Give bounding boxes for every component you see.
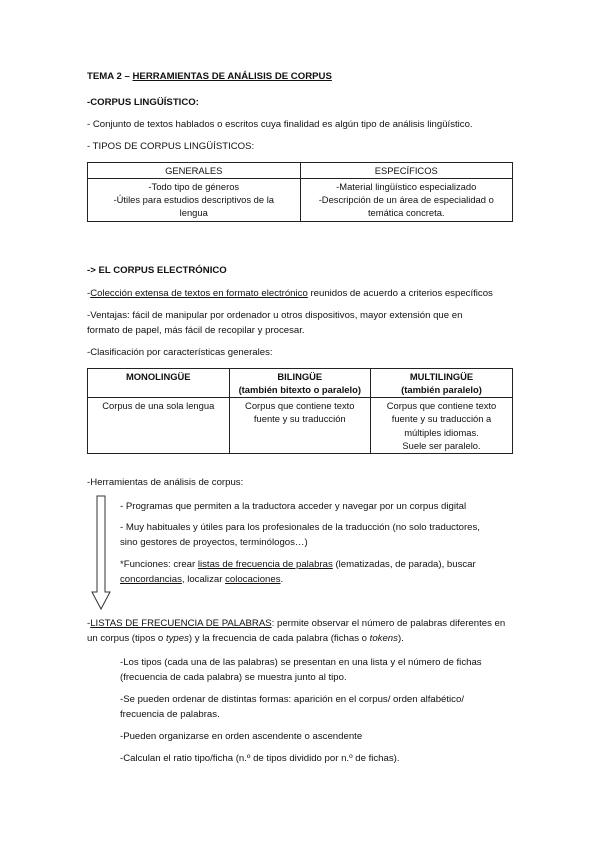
intro-part: ) y la frecuencia de cada palabra (fichas o xyxy=(188,633,370,644)
listas-heading: LISTAS DE FRECUENCIA DE PALABRAS xyxy=(90,618,272,629)
multi-line: múltiples idiomas. xyxy=(404,426,479,438)
collection-line xyxy=(87,287,493,301)
herramientas-heading: -Herramientas de análisis de corpus: xyxy=(87,477,244,488)
cell-generales xyxy=(88,179,301,221)
generales-line: lengua xyxy=(179,207,208,219)
multilingue-title: MULTILINGÜE xyxy=(409,371,474,382)
collection-rest: reunidos de acuerdo a criterios específicos xyxy=(307,288,493,299)
listas-bullet-1-line-1: -Los tipos (cada una de las palabras) se presentan en una lista y el número de fichas xyxy=(120,657,482,668)
listas-intro-rest: : permite observar el número de palabras diferentes en xyxy=(271,618,506,629)
electronico-heading: -> EL CORPUS ELECTRÓNICO xyxy=(87,265,227,276)
herramientas-item-2-line-2: sino gestores de proyectos, terminólogos…) xyxy=(120,537,308,548)
generales-line: -Todo tipo de géneros xyxy=(148,181,240,193)
collection-dash: - xyxy=(87,288,91,299)
title-main: HERRAMIENTAS DE ANÁLISIS DE CORPUS xyxy=(132,71,332,82)
intro-part: ). xyxy=(397,633,404,644)
intro-tokens: tokens xyxy=(369,633,398,644)
funciones-line-2 xyxy=(120,573,283,587)
classification-table xyxy=(87,368,513,454)
funciones-listas: listas de frecuencia de palabras xyxy=(197,559,333,570)
listas-dash: - xyxy=(87,618,91,629)
cell-especificos xyxy=(300,179,513,221)
herramientas-item-2-line-1: - Muy habituales y útiles para los profesionales de la traducción (no solo traductores, xyxy=(120,522,480,533)
corpus-linguistico-heading: -CORPUS LINGÜÍSTICO: xyxy=(87,97,199,108)
multi-line: fuente y su traducción a xyxy=(391,413,492,425)
header-especificos: ESPECÍFICOS xyxy=(300,163,513,179)
especificos-line: -Material lingüístico especializado xyxy=(336,181,477,193)
intro-part: un corpus (tipos o xyxy=(87,633,166,644)
herramientas-item-1: - Programas que permiten a la traductora acceder y navegar por un corpus digital xyxy=(120,501,467,512)
collection-underlined: Colección extensa de textos en formato electrónico xyxy=(90,288,308,299)
especificos-line: -Descripción de un área de especialidad o xyxy=(318,194,494,206)
listas-bullet-2-line-2: frecuencia de palabras. xyxy=(120,709,220,720)
intro-types: types xyxy=(165,633,189,644)
multi-line: Corpus que contiene texto xyxy=(386,400,497,412)
bilingue-sub: (también bitexto o paralelo) xyxy=(238,384,361,396)
listas-bullet-3: -Pueden organizarse en orden ascendente o ascendente xyxy=(120,731,363,742)
funciones-colocaciones: colocaciones xyxy=(225,574,281,585)
multilingue-sub: (también paralelo) xyxy=(401,384,482,396)
header-multilingue xyxy=(371,369,513,398)
multi-line: Suele ser paralelo. xyxy=(402,439,481,451)
types-heading: - TIPOS DE CORPUS LINGÜÍSTICOS: xyxy=(87,141,255,152)
corpus-types-table xyxy=(87,162,513,222)
bi-line: Corpus que contiene texto xyxy=(245,400,355,412)
funciones-sep: , localizar xyxy=(181,574,226,585)
funciones-end: . xyxy=(280,574,284,585)
corpus-definition: - Conjunto de textos hablados o escritos cuya finalidad es algún tipo de análisis lingüístico. xyxy=(87,119,473,130)
ventajas-line-2: formato de papel, más fácil de recopilar y procesar. xyxy=(87,325,305,336)
listas-bullet-1-line-2: (frecuencia de cada palabra) se muestra junto al tipo. xyxy=(120,672,347,683)
down-arrow-icon xyxy=(90,494,112,612)
cell-multilingue xyxy=(371,398,513,454)
mono-line: Corpus de una sola lengua xyxy=(102,400,215,412)
ventajas-line-1: -Ventajas: fácil de manipular por ordenador u otros dispositivos, mayor extensión que en xyxy=(87,310,463,321)
cell-bilingue xyxy=(229,398,371,454)
especificos-line: temática concreta. xyxy=(367,207,445,219)
document-title xyxy=(87,70,332,84)
bi-line: fuente y su traducción xyxy=(253,413,346,425)
funciones-line-1 xyxy=(120,558,476,572)
listas-bullet-2-line-1: -Se pueden ordenar de distintas formas: aparición en el corpus/ orden alfabético/ xyxy=(120,694,464,705)
header-monolingue xyxy=(88,369,230,398)
header-generales: GENERALES xyxy=(88,163,301,179)
bilingue-title: BILINGÜE xyxy=(277,371,323,382)
clasificacion-heading: -Clasificación por características generales: xyxy=(87,347,273,358)
title-prefix: TEMA 2 – xyxy=(87,71,133,82)
listas-bullet-4: -Calculan el ratio tipo/ficha (n.º de tipos dividido por n.º de fichas). xyxy=(120,753,400,764)
funciones-concordancias: concordancias xyxy=(120,574,182,585)
funciones-prefix: *Funciones: crear xyxy=(120,559,198,570)
funciones-mid: (lematizadas, de parada), buscar xyxy=(332,559,476,570)
monolingue-title: MONOLINGÜE xyxy=(125,371,191,382)
header-bilingue xyxy=(229,369,371,398)
cell-monolingue xyxy=(88,398,230,454)
generales-line: -Útiles para estudios descriptivos de la xyxy=(113,194,274,206)
listas-intro-line-2 xyxy=(87,632,404,646)
listas-intro-line-1 xyxy=(87,617,505,631)
